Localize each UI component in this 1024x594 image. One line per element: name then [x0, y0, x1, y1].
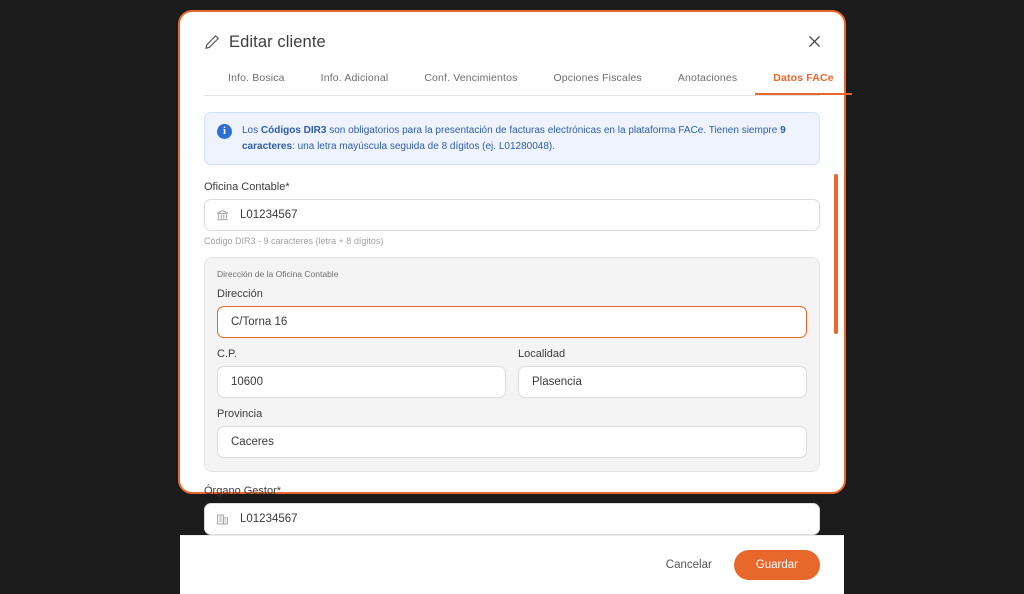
- label-oficina-contable: Oficina Contable*: [204, 181, 290, 193]
- scrollbar-thumb[interactable]: [834, 174, 838, 334]
- page-title: Editar cliente: [229, 32, 326, 51]
- localidad-col: [518, 348, 807, 398]
- oficina-contable-helper: Código DIR3 - 9 caracteres (letra + 8 dígitos): [204, 236, 384, 246]
- provincia-field[interactable]: [217, 426, 807, 458]
- organo-gestor-input[interactable]: [238, 512, 808, 526]
- tab-anotaciones[interactable]: Anotaciones: [677, 72, 738, 84]
- provincia-input[interactable]: [229, 435, 795, 449]
- banner-part2: son obligatorios para la presentación de facturas electrónicas en la plataforma FACe. Tienen siempre: [326, 125, 781, 136]
- banner-part3: : una letra mayúscula seguida de 8 dígitos (ej. L01280048).: [292, 140, 555, 152]
- title-row: [204, 30, 820, 54]
- close-icon[interactable]: [804, 34, 824, 54]
- edit-client-modal: [178, 10, 846, 571]
- label-organo-gestor: Órgano Gestor*: [204, 485, 282, 497]
- organo-gestor-field[interactable]: [204, 503, 820, 535]
- bank-icon: [216, 209, 229, 222]
- modal-body: [180, 96, 844, 535]
- modal-footer: [180, 535, 844, 594]
- direccion-input[interactable]: [229, 315, 795, 329]
- cp-input[interactable]: [229, 375, 494, 389]
- banner-strong1: Códigos DIR3: [260, 125, 327, 136]
- localidad-field[interactable]: [518, 366, 807, 398]
- organo-gestor-group: [204, 485, 820, 535]
- tab-bar: [204, 66, 834, 96]
- save-button[interactable]: Guardar: [734, 550, 820, 580]
- cp-localidad-row: [217, 348, 807, 398]
- tab-datos-face[interactable]: Datos FACe: [755, 66, 851, 95]
- cancel-button[interactable]: Cancelar: [660, 553, 718, 577]
- tab-opciones-fiscales[interactable]: Opciones Fiscales: [553, 72, 642, 84]
- info-icon: i: [217, 124, 232, 139]
- modal-header: [180, 12, 844, 96]
- cp-field[interactable]: [217, 366, 506, 398]
- localidad-input[interactable]: [530, 375, 795, 389]
- direccion-field[interactable]: [217, 306, 807, 338]
- banner-text: [242, 123, 807, 154]
- oficina-contable-input[interactable]: [238, 208, 808, 222]
- banner-part1: Los: [242, 125, 261, 136]
- direccion-panel-title: Dirección de la Oficina Contable: [217, 269, 339, 279]
- building-icon: [216, 513, 229, 526]
- tab-info-basica[interactable]: Info. Bosica: [228, 72, 285, 84]
- label-direccion: Dirección: [217, 288, 263, 300]
- tab-conf-vencimientos[interactable]: Conf. Vencimientos: [424, 72, 518, 84]
- pencil-icon: [204, 34, 220, 50]
- direccion-oficina-panel: [204, 257, 820, 472]
- oficina-contable-field[interactable]: [204, 199, 820, 231]
- label-provincia: Provincia: [217, 408, 263, 420]
- provincia-col: [217, 408, 807, 458]
- label-cp: C.P.: [217, 348, 237, 360]
- banner-strong2: 9 caracteres: [242, 125, 786, 152]
- tab-info-adicional[interactable]: Info. Adicional: [320, 72, 389, 84]
- dir3-info-banner: [204, 112, 820, 165]
- cp-col: [217, 348, 506, 398]
- label-localidad: Localidad: [518, 348, 566, 360]
